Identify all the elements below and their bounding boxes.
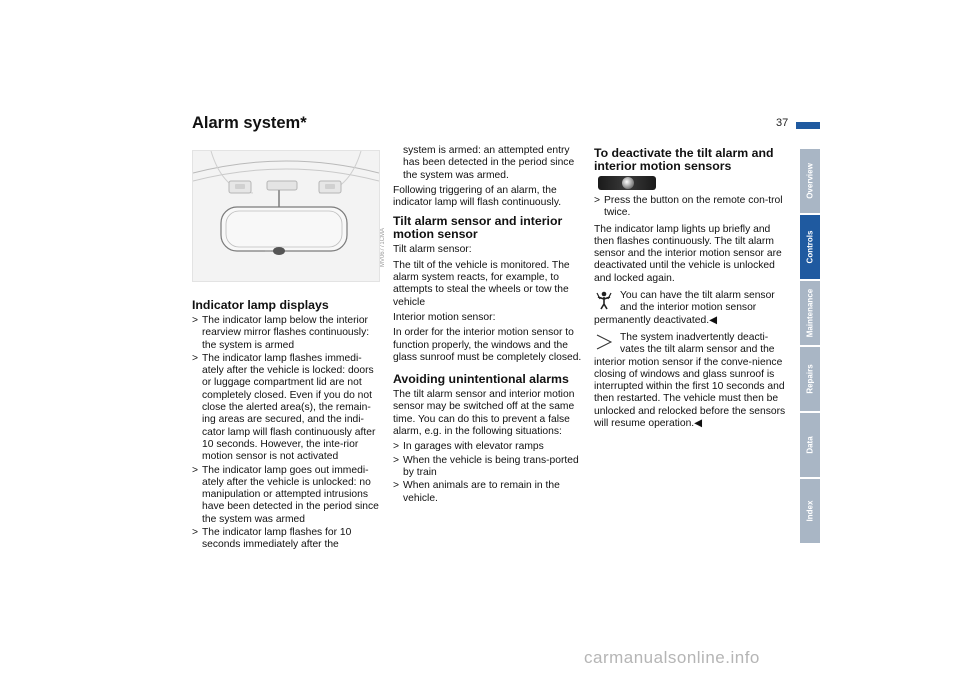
tab-overview[interactable]: Overview xyxy=(800,149,820,213)
motion-text: In order for the interior motion sensor to function properly, the windows and the glass sunroof must be completely closed. xyxy=(393,327,582,363)
list-item: > In garages with elevator ramps xyxy=(393,441,544,453)
page-number: 37 xyxy=(776,117,789,129)
tilt-sensor-heading: Tilt alarm sensor and interior motion sensor xyxy=(393,214,563,242)
bullet-marker: > xyxy=(192,352,199,364)
column-3 xyxy=(594,147,786,433)
tab-repairs[interactable]: Repairs xyxy=(800,347,820,411)
caution-triangle-icon xyxy=(594,332,614,352)
tilt-text: The tilt of the vehicle is monitored. The alarm system reacts, for example, to attempts to steal the wheels or tow the vehicle xyxy=(393,259,570,308)
paragraph: Following triggering of an alarm, the indicator lamp will flash continuously. xyxy=(393,184,562,209)
bullet-marker: > xyxy=(393,454,400,466)
column-2 xyxy=(393,145,584,506)
tab-index[interactable]: Index xyxy=(800,479,820,543)
motion-label: Interior motion sensor: xyxy=(393,311,496,323)
list-item: > The indicator lamp below the interior rearview mirror flashes continuously: the system is armed xyxy=(192,315,370,351)
list-item: > Press the button on the remote con-trol twice. xyxy=(594,195,783,219)
watermark: carmanualsonline.info xyxy=(584,648,760,667)
bullet-marker: > xyxy=(393,441,400,453)
image-code: MV06771CMA xyxy=(380,228,386,268)
page-title: Alarm system* xyxy=(192,114,307,132)
bullet-marker: > xyxy=(192,464,199,476)
end-mark: ◀ xyxy=(694,418,703,430)
paragraph: The indicator lamp lights up briefly and then flashes continuously. The tilt alarm sensor and the interior motion sensor are deactivated until the vehicle is unlocked and locked again. xyxy=(594,223,782,284)
remote-control-icon xyxy=(598,176,656,190)
list-item: > The indicator lamp goes out immedi-ately after the vehicle is unlocked: no manipulation or attempted intrusions have been detected in the period since the system was armed xyxy=(192,464,379,525)
bullet-marker: > xyxy=(192,527,199,539)
tilt-label: Tilt alarm sensor: xyxy=(393,244,472,256)
avoid-text: The tilt alarm sensor and interior motion sensor may be switched off at the same time. You can do this to prevent a false alarm, e.g. in the following situations: xyxy=(393,389,575,438)
tab-controls[interactable]: Controls xyxy=(800,215,820,279)
list-item: > When animals are to remain in the vehicle. xyxy=(393,480,560,504)
tab-maintenance[interactable]: Maintenance xyxy=(800,281,820,345)
bullet-marker: > xyxy=(192,315,199,326)
list-item: > The indicator lamp flashes for 10 seconds immediately after the xyxy=(192,527,352,551)
list-item: > The indicator lamp flashes immedi-ately after the vehicle is locked: doors or luggage compartment lid are not completely closed. Even if you do not close the alerted area(s), the remain-ing areas are secured, and the indi-cator lamp will flash continuously after 10 seconds. However, the inte-rior motion sensor is not activated xyxy=(192,352,376,463)
deactivate-heading: To deactivate the tilt alarm and interior motion sensors xyxy=(594,146,774,173)
mechanic-icon xyxy=(594,290,614,310)
bullet-marker: > xyxy=(393,480,400,492)
caution-note: The system inadvertently deacti-vates the tilt alarm sensor and the interior motion sensor if the conve-nience closing of windows and glass sunroof is interrupted within the first 10 seconds and then restarted. The vehicle must then be unlocked and relocked before the sensors will resume operation.◀ xyxy=(594,331,786,430)
tab-data[interactable]: Data xyxy=(800,413,820,477)
bullet-marker: > xyxy=(594,195,601,206)
list-item: > When the vehicle is being trans-ported by train xyxy=(393,454,579,478)
avoid-alarms-heading: Avoiding unintentional alarms xyxy=(393,372,569,387)
page-tab-marker xyxy=(796,122,820,129)
column-1 xyxy=(192,293,379,553)
indicator-lamp-heading: Indicator lamp displays xyxy=(192,298,329,312)
rearview-mirror-illustration xyxy=(192,150,380,282)
service-note: You can have the tilt alarm sensor and the interior motion sensor permanently deactivated.◀ xyxy=(594,290,775,326)
continued-text: system is armed: an attempted entry has been detected in the period since the system was armed. xyxy=(403,145,575,181)
end-mark: ◀ xyxy=(709,314,717,326)
chapter-tabs xyxy=(800,149,820,545)
remote-button-icon xyxy=(622,177,634,189)
